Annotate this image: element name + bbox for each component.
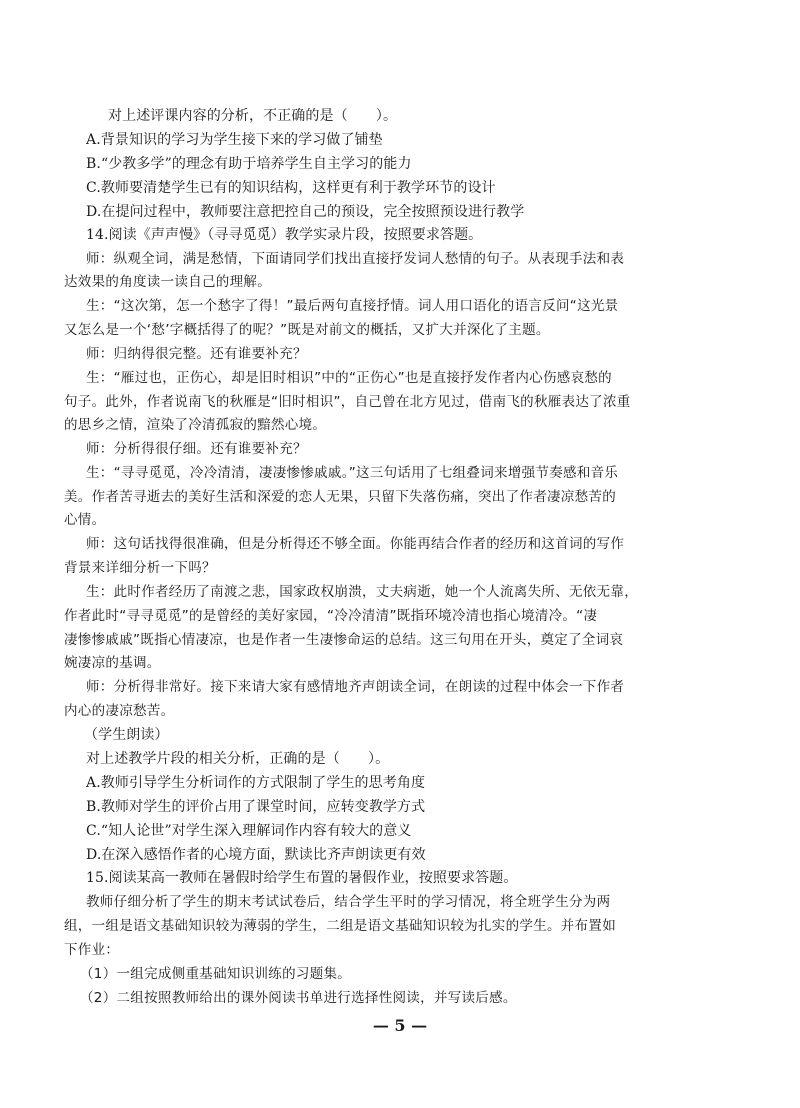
q13-stem: 对上述评课内容的分析，不正确的是（ ）。 [108, 108, 398, 124]
transcript-line: 句子。此外，作者说南飞的秋雁是“旧时相识”，自己曾在北方见过，借南飞的秋雁表达了浓重 [64, 394, 631, 410]
q15-title: 15.阅读某高一教师在暑假时给学生布置的暑假作业，按照要求答题。 [86, 870, 518, 886]
transcript-line: 心情。 [64, 512, 106, 528]
page-number: — 5 — [372, 1016, 428, 1035]
q15-material-line: 教师仔细分析了学生的期末考试试卷后，结合学生平时的学习情况，将全班学生分为两 [86, 894, 611, 910]
q15-material-line: 组，一组是语文基础知识较为薄弱的学生，二组是语文基础知识较为扎实的学生。并布置如 [64, 918, 616, 934]
transcript-line: 内心的凄凉愁苦。 [64, 703, 175, 719]
transcript-line: 的思乡之情，渲染了冷清孤寂的黯然心境。 [64, 417, 327, 433]
q14-option-c: C.“知人论世”对学生深入理解词作内容有较大的意义 [86, 823, 412, 839]
transcript-line: 师：这句话找得很准确，但是分析得还不够全面。你能再结合作者的经历和这首词的写作 [86, 536, 625, 552]
q13-option-c: C.教师要清楚学生已有的知识结构，这样更有利于教学环节的设计 [86, 180, 496, 196]
q15-material-line: （2）二组按照教师给出的课外阅读书单进行选择性阅读，并写读后感。 [80, 990, 517, 1006]
transcript-line: 师：分析得很仔细。还有谁要补充？ [86, 441, 307, 457]
q14-title: 14.阅读《声声慢》（寻寻觅觅）教学实录片段，按照要求答题。 [86, 227, 483, 243]
q14-option-b: B.教师对学生的评价占用了课堂时间，应转变教学方式 [86, 799, 426, 815]
transcript-line: 师：归纳得很完整。还有谁要补充？ [86, 346, 307, 362]
transcript-line: 作者此时“寻寻觅觅”的是曾经的美好家园，“冷冷清清”既指环境冷清也指心境清冷。“凄 [64, 608, 598, 624]
transcript-line: 凄惨惨戚戚”既指心情凄凉，也是作者一生凄惨命运的总结。这三句用在开头，奠定了全词哀 [64, 632, 624, 648]
q14-option-a: A.教师引导学生分析词作的方式限制了学生的思考角度 [86, 775, 426, 791]
q15-material-line: 下作业： [64, 942, 120, 958]
transcript-line: 背景来详细分析一下吗？ [64, 560, 216, 576]
q14-stem: 对上述教学片段的相关分析，正确的是（ ）。 [86, 751, 390, 767]
transcript-line: 婉凄凉的基调。 [64, 655, 161, 671]
transcript-line: 生：“这次第，怎一个愁字了得！”最后两句直接抒情。词人用口语化的语言反问“这光景 [86, 298, 619, 314]
q13-option-a: A.背景知识的学习为学生接下来的学习做了铺垫 [86, 132, 383, 148]
q13-option-b: B.“少教多学”的理念有助于培养学生自主学习的能力 [86, 156, 412, 172]
transcript-line: 师：分析得非常好。接下来请大家有感情地齐声朗读全词，在朗读的过程中体会一下作者 [86, 679, 625, 695]
transcript-line: 又怎么是一个‘愁’字概括得了的呢？”既是对前文的概括，又扩大并深化了主题。 [64, 322, 550, 338]
reading-note: （学生朗读） [84, 727, 169, 743]
transcript-line: 生：“寻寻觅觅，冷冷清清，凄凄惨惨戚戚。”这三句话用了七组叠词来增强节奏感和音乐 [86, 465, 619, 481]
transcript-line: 师：纵观全词，满是愁情，下面请同学们找出直接抒发词人愁情的句子。从表现手法和表 [86, 251, 625, 267]
transcript-line: 美。作者苦寻逝去的美好生活和深爱的恋人无果，只留下失落伤痛，突出了作者凄凉愁苦的 [64, 489, 616, 505]
transcript-line: 生：“雁过也，正伤心，却是旧时相识”中的“正伤心”也是直接抒发作者内心伤感哀愁的 [86, 370, 612, 386]
q14-option-d: D.在深入感悟作者的心境方面，默读比齐声朗读更有效 [86, 847, 426, 863]
transcript-line: 生：此时作者经历了南渡之悲，国家政权崩溃，丈夫病逝，她一个人流离失所、无依无靠， [86, 584, 638, 600]
q15-material-line: （1）一组完成侧重基础知识训练的习题集。 [80, 966, 352, 982]
transcript-line: 达效果的角度读一读自己的理解。 [64, 274, 271, 290]
q13-option-d: D.在提问过程中，教师要注意把控自己的预设，完全按照预设进行教学 [86, 204, 525, 220]
